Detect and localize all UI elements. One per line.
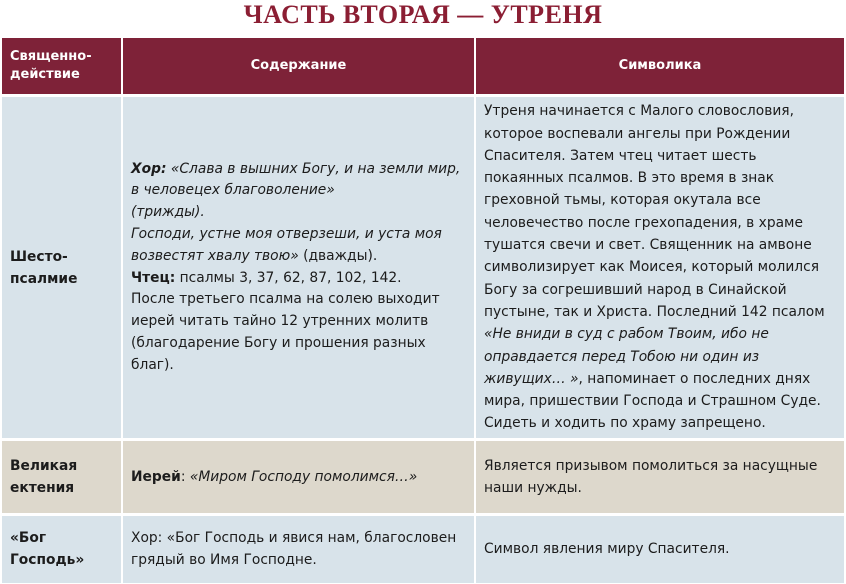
content-cell: Хор: «Бог Господь и явися нам, благословен грядый во Имя Господне. bbox=[122, 515, 475, 583]
action-cell bbox=[2, 440, 122, 515]
action-cell bbox=[2, 96, 122, 440]
header-symbolism: Символика bbox=[475, 38, 844, 96]
table-row bbox=[2, 440, 844, 515]
page-title: ЧАСТЬ ВТОРАЯ — УТРЕНЯ bbox=[243, 0, 603, 29]
content-cell bbox=[122, 96, 475, 440]
action-cell bbox=[2, 515, 122, 583]
action-name-line: псалмие bbox=[10, 270, 78, 287]
header-row bbox=[2, 38, 844, 96]
after-text: После третьего псалма на солею выходит иерей читать тайно 12 утренних молитв (благодарение Богу и прошения разных благ). bbox=[131, 291, 440, 373]
action-name-line: Шесто- bbox=[10, 248, 68, 265]
speaker-label: Чтец: bbox=[131, 269, 176, 286]
speaker-label: Иерей bbox=[131, 468, 181, 485]
speaker-label: Хор: bbox=[131, 160, 167, 177]
action-name-line: Великая bbox=[10, 458, 78, 474]
symbolism-cell: Является призывом помолиться за насущные наши нужды. bbox=[475, 440, 844, 515]
verse-times: (дважды). bbox=[303, 247, 378, 264]
header-action: Священно-действие bbox=[2, 38, 122, 96]
symbolism-text: Утреня начинается с Малого словословия, которое воспевали ангелы при Рождении Спасителя. Затем чтец читает шесть покаянных псалмов. В это время в знак греховной тьмы, которая окутала все человечество после грехопадения, в храме тушатся свечи и свет. Священник на амвоне символизирует как Моисея, который молился Богу за согрешивший народ в Синайской пустыне, так и Христа. Последний 142 псалом bbox=[484, 103, 825, 320]
action-name-line: Господь» bbox=[10, 552, 85, 569]
symbolism-text: , напоминает о последних днях мира, пришествии Господа и Страшном Суде. Сидеть и ходить по храму запрещено. bbox=[484, 370, 821, 432]
content-cell bbox=[122, 440, 475, 515]
chorus-times: (трижды). bbox=[131, 204, 205, 221]
symbolism-cell bbox=[475, 96, 844, 440]
matins-table bbox=[2, 38, 844, 583]
chorus-text: «Слава в вышних Богу, и на земли мир, в человецех благоволение» bbox=[131, 160, 461, 199]
psalm-quote: «Не вниди в суд с рабом Твоим, ибо не оправдается перед Тобою ни один из живущих… » bbox=[484, 326, 769, 387]
verse-text: Господи, устне моя отверзеши, и уста моя возвестят хвалу твою» bbox=[131, 225, 442, 264]
table-row bbox=[2, 96, 844, 440]
action-name-line: ектения bbox=[10, 480, 75, 496]
label-separator: : bbox=[180, 468, 190, 485]
reader-text: псалмы 3, 37, 62, 87, 102, 142. bbox=[179, 269, 402, 286]
action-name-line: «Бог bbox=[10, 530, 47, 547]
litany-text: «Миром Господу помолимся…» bbox=[189, 468, 418, 485]
table-row bbox=[2, 515, 844, 583]
header-content: Содержание bbox=[122, 38, 475, 96]
symbolism-cell: Символ явления миру Спасителя. bbox=[475, 515, 844, 583]
